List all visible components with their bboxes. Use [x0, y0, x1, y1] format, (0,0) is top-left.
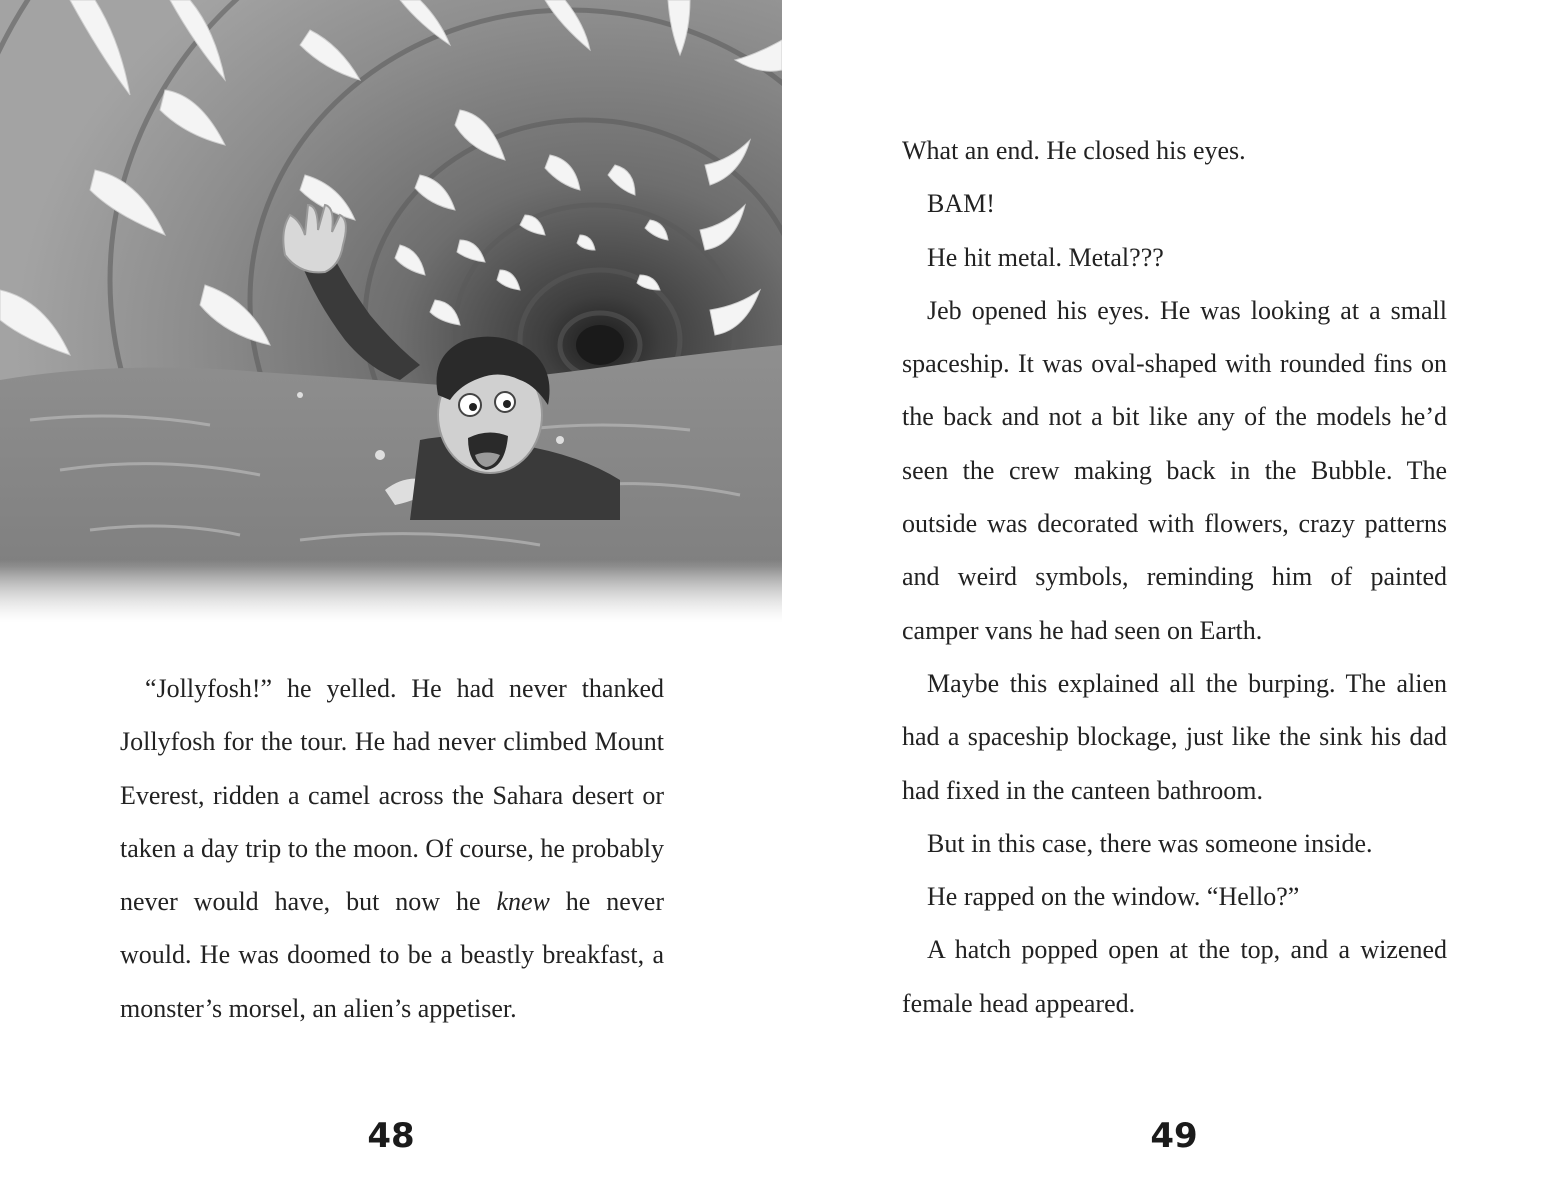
- right-paragraph-2: BAM!: [927, 189, 995, 219]
- swallowed-boy-illustration: [0, 0, 782, 622]
- left-paragraph-1: [120, 662, 664, 1035]
- right-paragraph-8: A hatch popped open at the top, and a wizened female head appeared.: [902, 935, 1447, 1018]
- page-number-right: 49: [1150, 1116, 1198, 1156]
- left-paragraph-1-emphasis: knew: [496, 887, 550, 917]
- right-paragraph-4: Jeb opened his eyes. He was looking at a small spaceship. It was oval-shaped with rounded fins on the back and not a bit like any of the models he’d seen the crew making back in the Bubble. The outside was decorated with flowers, crazy patterns and weird symbols, reminding him of painted camper vans he had seen on Earth.: [902, 295, 1447, 645]
- right-paragraph-7: He rapped on the window. “Hello?”: [927, 882, 1300, 912]
- right-page-text: [902, 124, 1447, 1030]
- right-paragraph-5: Maybe this explained all the burping. The alien had a spaceship blockage, just like the sink his dad had fixed in the canteen bathroom.: [902, 668, 1447, 805]
- left-paragraph-1-text-a: “Jollyfosh!” he yelled. He had never thanked Jollyfosh for the tour. He had never climbed Mount Everest, ridden a camel across the Sahara desert or taken a day trip to the moon. Of course, he probably never would have, but now he: [120, 674, 664, 917]
- right-page: [782, 0, 1563, 1200]
- right-paragraph-6: But in this case, there was someone inside.: [927, 828, 1373, 858]
- right-paragraph-1: What an end. He closed his eyes.: [902, 136, 1246, 165]
- right-paragraph-3: He hit metal. Metal???: [927, 242, 1164, 272]
- left-page-text: [120, 662, 664, 1035]
- left-paragraph-1-text-b: he never would. He was doomed to be a beastly breakfast, a monster’s morsel, an alien’s appetiser.: [120, 887, 664, 1023]
- illustration-svg: [0, 0, 782, 622]
- page-number-left: 48: [367, 1116, 415, 1156]
